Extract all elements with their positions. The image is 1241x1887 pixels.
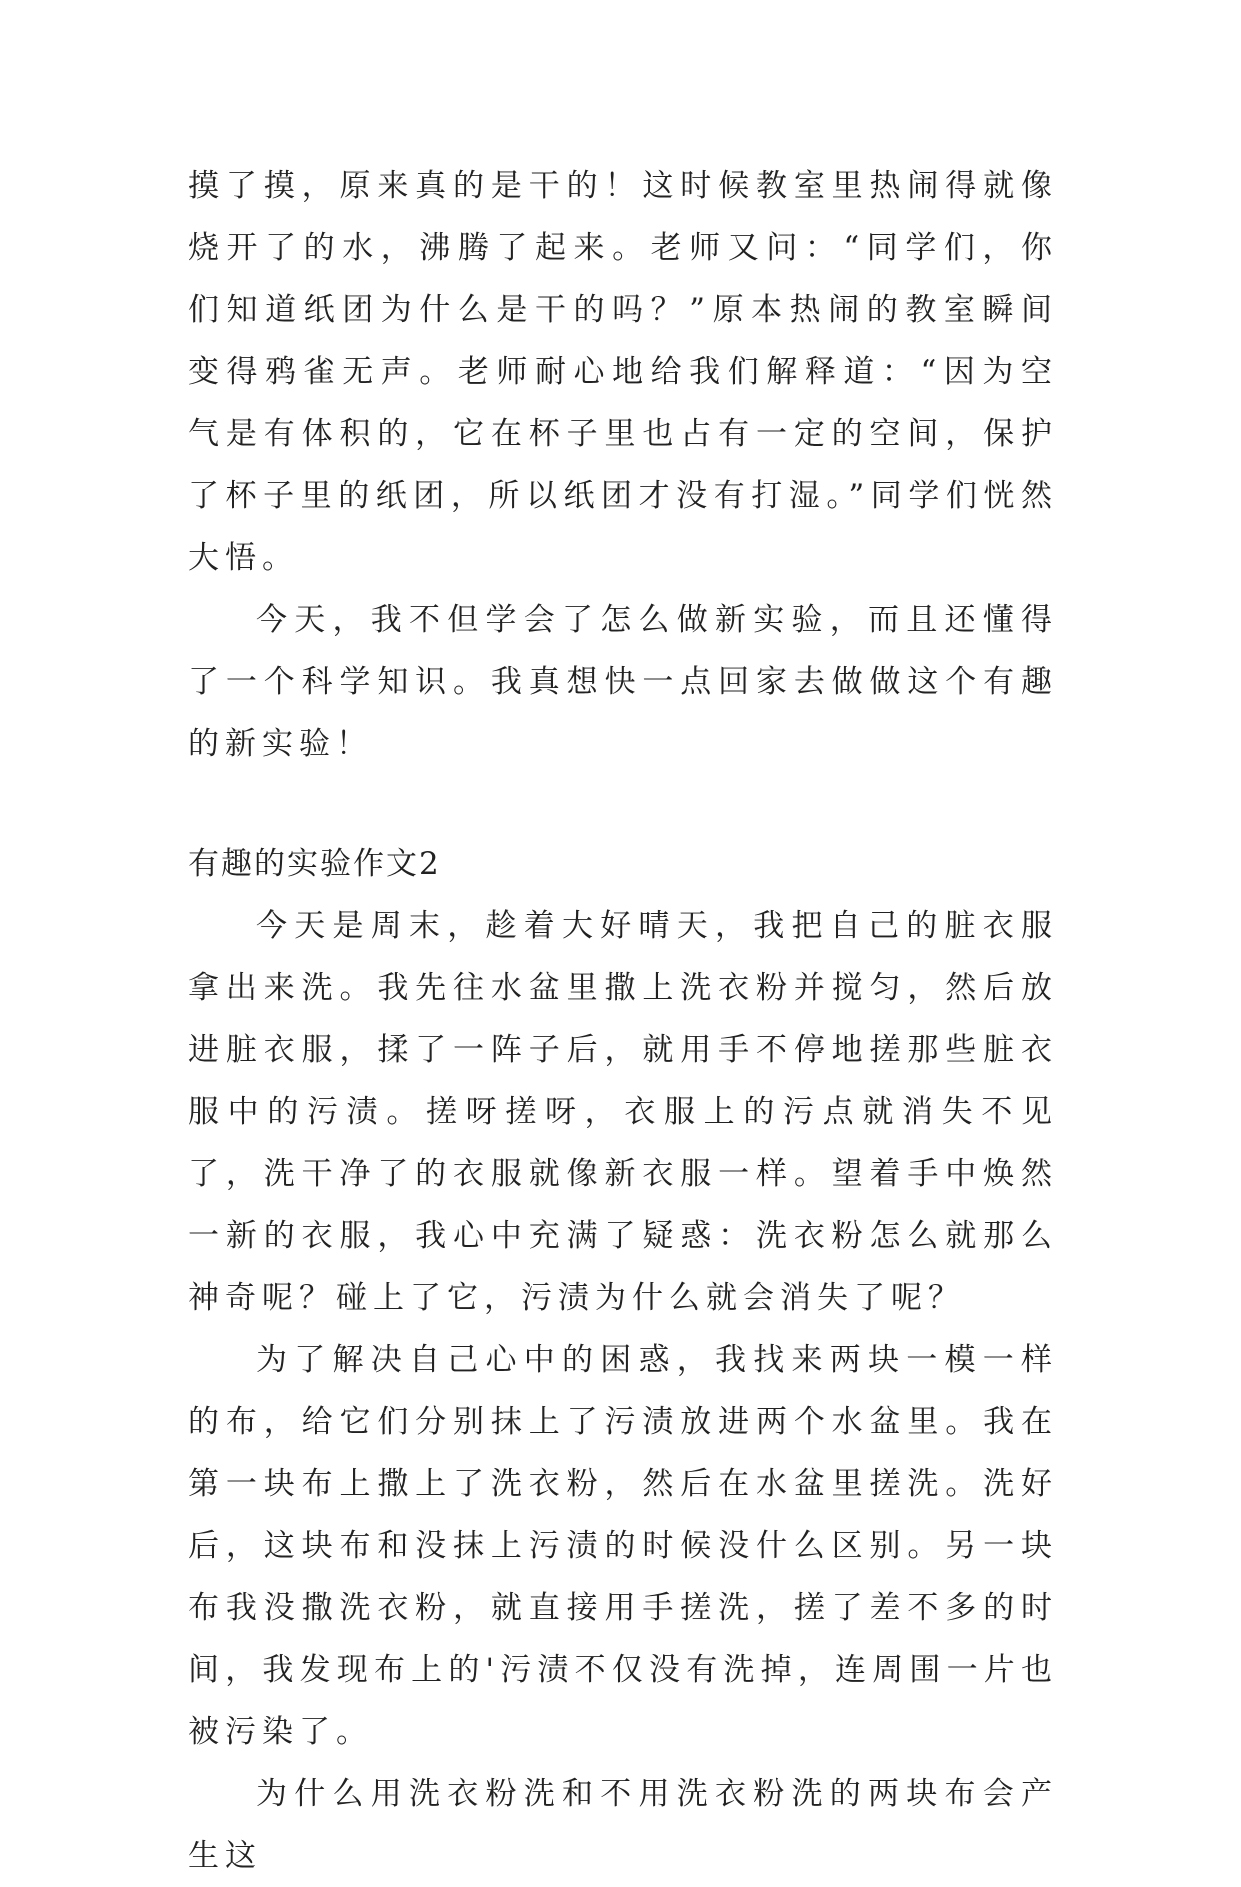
intro-paragraph: 摸了摸，原来真的是干的！这时候教室里热闹得就像烧开了的水，沸腾了起来。老师又问：“同学们，你们知道纸团为什么是干的吗？”原本热闹的教室瞬间变得鸦雀无声。老师耐心地给我们解释道：“因为空气是有体积的，它在杯子里也占有一定的空间，保护了杯子里的纸团，所以纸团才没有打湿。”同学们恍然大悟。 xyxy=(188,168,1058,576)
section-paragraph-1: 今天是周末，趁着大好晴天，我把自己的脏衣服拿出来洗。我先往水盆里撒上洗衣粉并搅匀，然后放进脏衣服，揉了一阵子后，就用手不停地搓那些脏衣服中的污渍。搓呀搓呀，衣服上的污点就消失不见了，洗干净了的衣服就像新衣服一样。望着手中焕然一新的衣服，我心中充满了疑惑：洗衣粉怎么就那么神奇呢？碰上了它，污渍为什么就会消失了呢？ xyxy=(188,908,1058,1316)
closing-paragraph: 今天，我不但学会了怎么做新实验，而且还懂得了一个科学知识。我真想快一点回家去做做这个有趣的新实验！ xyxy=(188,602,1058,762)
section-paragraph-3: 为什么用洗衣粉洗和不用洗衣粉洗的两块布会产生这 xyxy=(188,1776,1058,1874)
section-paragraph-2: 为了解决自己心中的困惑，我找来两块一模一样的布，给它们分别抹上了污渍放进两个水盆里。我在第一块布上撒上了洗衣粉，然后在水盆里搓洗。洗好后，这块布和没抹上污渍的时候没什么区别。另一块布我没撒洗衣粉，就直接用手搓洗，搓了差不多的时间，我发现布上的'污渍不仅没有洗掉，连周围一片也被污染了。 xyxy=(188,1342,1058,1750)
section-title: 有趣的实验作文2 xyxy=(188,846,441,882)
document-body xyxy=(188,155,1058,1887)
